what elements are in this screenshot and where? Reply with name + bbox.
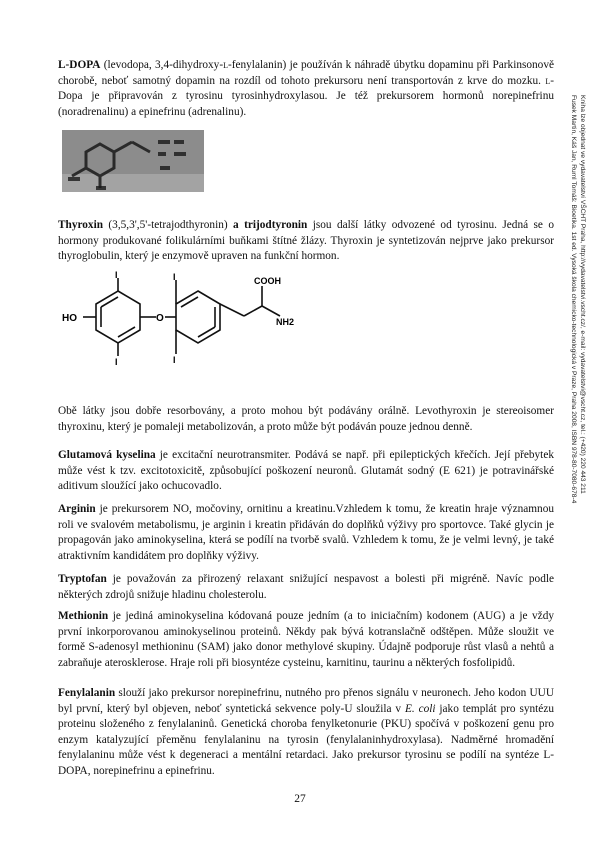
- glutamate-term: Glutamová kyselina: [58, 449, 156, 461]
- thyroxin-structure: [58, 270, 358, 388]
- citation-line: Fusek Martin, Káš Jan, Ruml Tomáš: Bioetika. 1st ed. Vysoká škola chemicko-technologická v Praze, Praha 2008, ISBN 978-80-7080-678-4: [570, 95, 577, 504]
- carboxyl-label: COOH: [254, 276, 281, 286]
- iodine-label: I: [115, 357, 118, 367]
- ldopa-structure-image: [62, 130, 204, 192]
- arginine-paragraph: Arginin je prekursorem NO, močoviny, ornitinu a kreatinu.Vzhledem k tomu, že kreatin hraje významnou roli ve svalovém metabolismu, je arginin i kreatin přidáván do doplňků výživy pro sportovce. Také glycin je propagován jako aminokyselina, která se podílí na tvorbě svalů. Vzhledem k tomu, že je velmi levný, je také atraktivním kandidátem pro doplňky výživy.: [58, 503, 554, 562]
- phenylalanine-term: Fenylalanin: [58, 687, 116, 699]
- glutamate-paragraph: Glutamová kyselina je excitační neurotransmiter. Podává se např. při epileptických křečích. Její přebytek může vést k tzv. excitotoxicitě, způsobující poškození neuronů. Glutamát sodný (E 621) je potravinářské aditivum sloužící jako ochucovadlo.: [58, 449, 554, 493]
- ldopa-paragraph: L-DOPA (levodopa, 3,4-dihydroxy-l-fenylalanin) je používán k náhradě úbytku dopaminu při Parkinsonově chorobě, neboť samotný dopamin na rozdíl od tohoto prekursoru není transportován z krve do mozku. l-Dopa je připravován z tyrosinu tyrosinhydroxylasou. Je též prekursorem hormonů norepinefrinu (noradrenalinu) a epinefrinu (adrenalinu).: [58, 59, 554, 118]
- amine-label: NH2: [276, 317, 295, 327]
- ether-oxygen-label: O: [156, 313, 164, 324]
- methionine-term: Methionin: [58, 610, 109, 622]
- iodine-label: I: [115, 270, 118, 280]
- ldopa-term: L-DOPA: [58, 59, 101, 71]
- phenylalanine-paragraph: Fenylalanin slouží jako prekursor norepinefrinu, nutného pro přenos signálu v neuronech. Jeho kodon UUU byl první, který byl objeven, neboť syntetická sekvence poly-U sloužila v E. coli jako templát pro syntézu proteinu složeného z fenylalaninů. Genetická choroba fenylketonurie (PKU) spočívá v poškození genu pro enzym katalyzující přeměnu fenylalaninu na tyrosin (fenylalaninhydroxylasa). Nadměrné hromadění fenylalaninu může vést k degeneraci a mentální retardaci. Jako prekursor tyrosinu se podílí na syntéze L-DOPA, norepinefrinu a epinefrinu.: [58, 687, 554, 777]
- hydroxyl-label: HO: [62, 313, 77, 324]
- tryptophan-term: Tryptofan: [58, 573, 107, 585]
- iodine-label: I: [173, 355, 176, 365]
- thyroxin-paragraph: Thyroxin (3,5,3',5'-tetrajodthyronin) a trijodtyronin jsou další látky odvozené od tyrosinu. Jedná se o hormony produkované folikulárními buňkami štítné žlázy. Thyroxin je syntetizován nejprve jako prekursor thyroglobulin, který je enzymově upraven na funkční hormon.: [58, 219, 555, 263]
- resorption-paragraph: Obě látky jsou dobře resorbovány, a proto mohou být podávány orálně. Levothyroxin je stereoisomer thyroxinu, který je pomaleji metabolizován, a proto může být podáván pouze jednou denně.: [58, 405, 554, 433]
- tryptophan-paragraph: Tryptofan je považován za přirozený relaxant snižující nespavost a bolesti při migréně. Navíc podle některých zdrojů snižuje hladinu cholesterolu.: [58, 573, 554, 601]
- arginine-term: Arginin: [58, 503, 96, 515]
- trijodtyronin-term: a trijodtyronin: [233, 219, 308, 231]
- page-number: 27: [294, 793, 306, 805]
- iodine-label: I: [173, 272, 176, 282]
- ecoli-italic: E. coli: [404, 702, 436, 715]
- methionine-paragraph: Methionin je jediná aminokyselina kódovaná pouze jedním (a to iniciačním) kodonem (AUG) a je vždy první inkorporovanou aminokyselinou proteinů. Někdy pak bývá kotranslačně odštěpen. Může sloužit ve formě S-adenosyl methioninu (SAM) jako donor methylové skupiny. Údajně podporuje růst vlasů a nehtů a zabraňuje aterosklerose. Hraje roli při biosyntéze cysteinu, karnitinu, taurinu a některých fosfolipidů.: [58, 610, 554, 669]
- thyroxin-term: Thyroxin: [58, 219, 103, 231]
- side-note-citation: [565, 95, 587, 655]
- order-info-line: Kniha lze objednat ve vydavatelství VŠCHT Praha, http://vydavatelstvi.vscht.cz/, e-mail: vydavatelstvi@vscht.cz, tel.: (+420) 220 443 211: [579, 95, 586, 494]
